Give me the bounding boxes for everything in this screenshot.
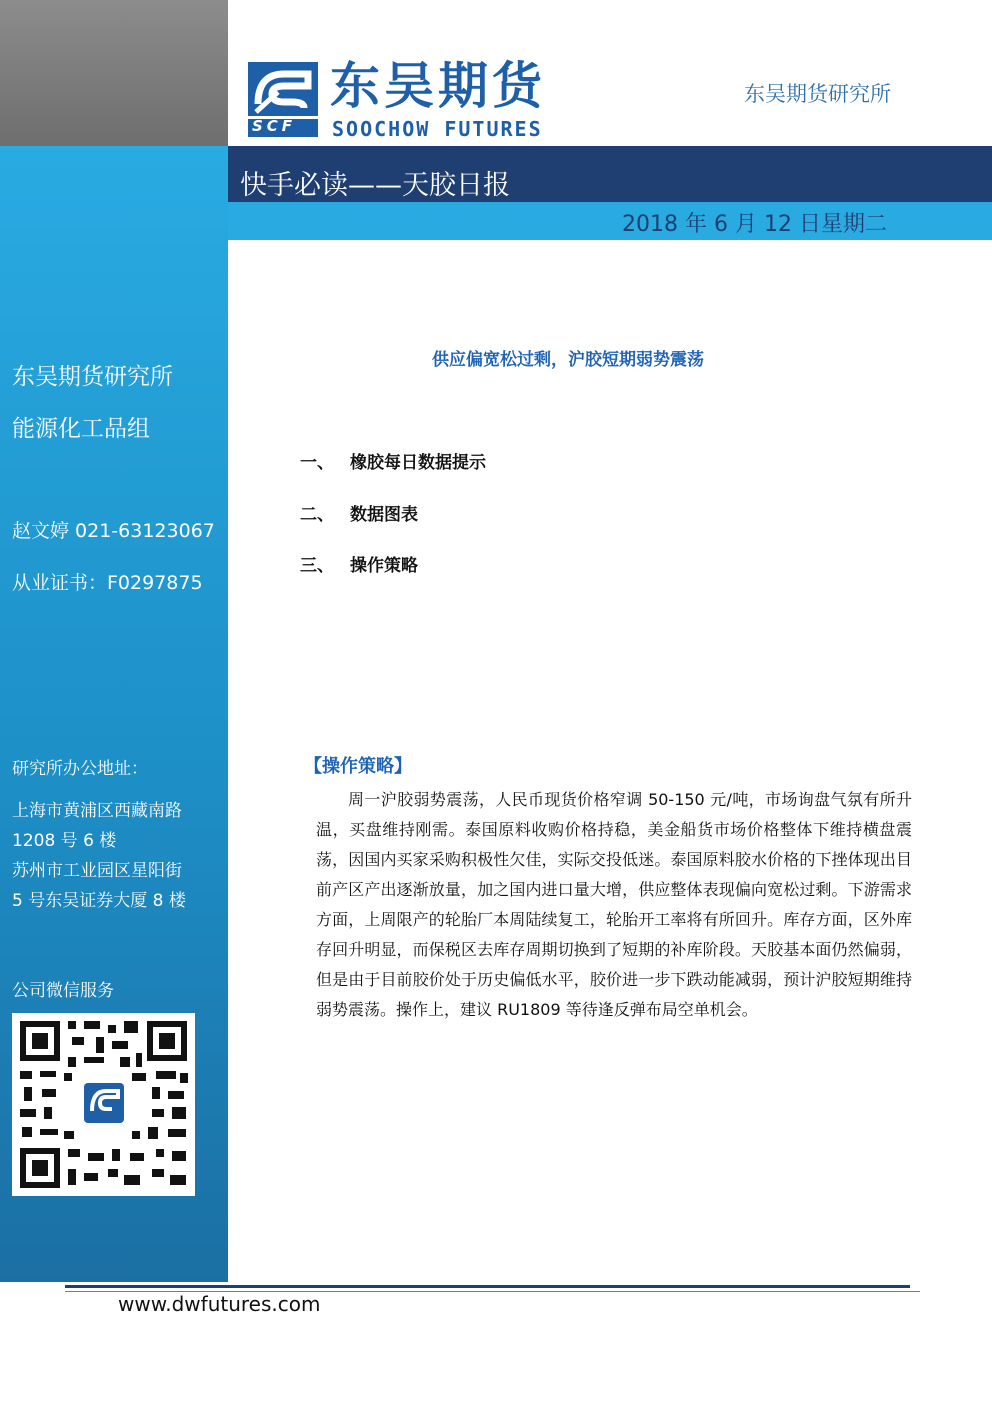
sidebar-address-line: 上海市黄浦区西藏南路 [12,801,182,821]
toc-item-label: 操作策略 [350,556,418,576]
toc-item [300,551,418,576]
wechat-qr-code [12,1013,195,1196]
sidebar-wechat-label: 公司微信服务 [12,981,114,1001]
sidebar-address-line: 1208 号 6 楼 [12,831,117,851]
sidebar-group: 能源化工品组 [12,416,150,442]
toc-item-number: 一、 [300,453,334,473]
header-institute-name: 东吴期货研究所 [744,82,891,106]
sidebar-address-line: 5 号东吴证券大厦 8 楼 [12,891,186,911]
logo-chinese-name: 东吴期货 [330,57,546,115]
toc-item-number: 二、 [300,505,334,525]
sidebar-address-line: 苏州市工业园区星阳街 [12,861,182,881]
footer-divider [65,1285,910,1288]
sidebar-org: 东吴期货研究所 [12,364,173,390]
toc-item-number: 三、 [300,556,334,576]
report-title: 快手必读——天胶日报 [240,170,510,201]
sidebar-top-gray-block [0,0,228,146]
report-headline: 供应偏宽松过剩，沪胶短期弱势震荡 [432,350,704,370]
toc-item-label: 数据图表 [350,505,418,525]
sidebar-analyst: 赵文婷 021-63123067 [12,520,215,542]
sidebar-address-label: 研究所办公地址： [12,759,148,779]
strategy-body: 周一沪胶弱势震荡，人民币现货价格窄调 50-150 元/吨，市场询盘气氛有所升温，买盘维持刚需。泰国原料收购价格持稳，美金船货市场价格整体下维持横盘震荡，因国内买家采购积极性欠佳，实际交投低迷。泰国原料胶水价格的下挫体现出目前产区产出逐渐放量，加之国内进口量大增，供应整体表现偏向宽松过剩。下游需求方面，上周限产的轮胎厂本周陆续复工，轮胎开工率将有所回升。库存方面，区外库存回升明显，而保税区去库存周期切换到了短期的补库阶段。天胶基本面仍然偏弱，但是由于目前胶价处于历史偏低水平，胶价进一步下跌动能减弱，预计沪胶短期维持弱势震荡。操作上，建议 RU1809 等待逢反弹布局空单机会。 [316,790,912,1019]
strategy-heading: 【操作策略】 [304,756,412,777]
report-date: 2018 年 6 月 12 日星期二 [622,212,887,237]
sidebar-license: 从业证书：F0297875 [12,572,203,594]
toc-item-label: 橡胶每日数据提示 [350,453,486,473]
toc-item [300,448,486,473]
footer-website-link[interactable]: www.dwfutures.com [118,1292,321,1316]
logo-english-name: SOOCHOW FUTURES [332,117,543,141]
toc-item [300,500,418,525]
logo-mark-text: SCF [252,117,297,135]
